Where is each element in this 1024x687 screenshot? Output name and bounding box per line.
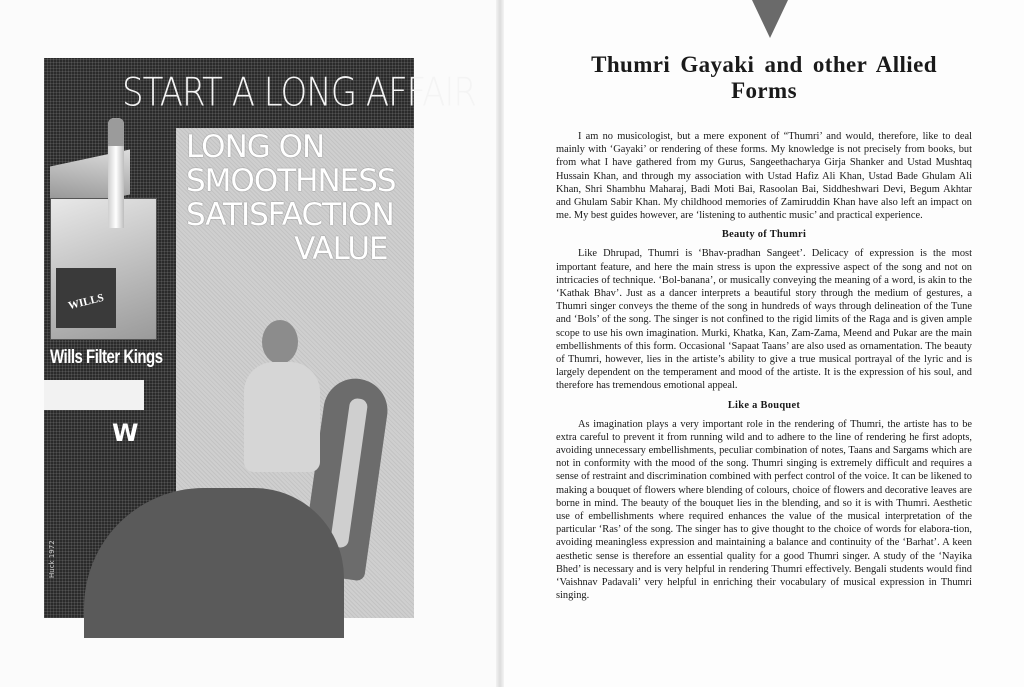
ad-white-band bbox=[44, 380, 144, 410]
article bbox=[556, 52, 972, 603]
ad-tagline: SATISFACTION bbox=[186, 197, 394, 233]
cigarette-pack-illustration bbox=[50, 118, 155, 338]
section-heading: Like a Bouquet bbox=[727, 399, 801, 411]
ad-headline: START A LONG AFFAIR bbox=[122, 70, 477, 116]
section-heading: Beauty of Thumri bbox=[721, 229, 807, 241]
ad-brand-name: Wills Filter Kings bbox=[50, 346, 163, 369]
ad-credit: Huck 1972 bbox=[48, 540, 56, 578]
intro-paragraph: I am no musicologist, but a mere exponent of “Thumri’ and would, therefore, like to deal mainly with ‘Gayaki’ or rendering of these forms. My knowledge is not precisely from books, but from what I have gathered from my Gurus, Sangeethacharya Girja Shanker and Ustad Mushtaq Hussain Khan, and through my association with Ustad Hafiz Ali Khan, Ustad Bade Ghulam Ali Khan, Shri Shambhu Maharaj, Badi Moti Bai, Rasoolan Bai, Siddheshwari Devi, Begum Akhtar and Ghulam Sabir Khan. My childhood memories of Zamiruddin Khan have also left an impact on me. My best guides however, are ‘listening to authentic music’ and practical experience. bbox=[556, 131, 972, 222]
section-paragraph: Like Dhrupad, Thumri is ‘Bhav-pradhan Sangeet’. Delicacy of expression is the most important feature, and here the main stress is upon the expressive aspect of the song and not on intricacies of technique. ‘Bol-banana’, or musically conveying the meaning of a word, is akin to the ‘Kathak Bhav’. Just as a dancer interprets a beautiful story through the medium of gestures, a Thumri singer conveys the theme of the song in hundreds of ways through delineation of the Tune and ‘Bols’ of the song. The singer is not confined to the rigid limits of the Raga and is given ample scope to use his own imagination. Murki, Khatka, Kan, Zam-Zama, Meend and Pukar are the main embellishments of this form. Occasional ‘Sapaat Taans’ are also used as ornamentation. The beauty of Thumri, however, lies in the artiste’s ability to give a true musical portrayal of the lyric and is largely dependent on the temperament and mood of the artiste. It is the expression of his soul, and therefore has tremendous emotional appeal. bbox=[556, 248, 972, 392]
article-title: Thumri Gayaki and other Allied Forms bbox=[591, 52, 937, 103]
ad-tagline: SMOOTHNESS bbox=[186, 163, 396, 199]
left-page bbox=[0, 0, 498, 687]
wills-logo-icon: W bbox=[112, 419, 139, 447]
book-gutter bbox=[496, 0, 504, 687]
ad-taglines bbox=[186, 130, 396, 266]
rider-head bbox=[262, 320, 298, 364]
cigarette-advertisement bbox=[44, 58, 477, 618]
horse-body-illustration bbox=[84, 488, 344, 638]
page-tab-mark bbox=[752, 0, 788, 38]
ad-tagline: VALUE bbox=[294, 231, 388, 267]
pack-label: WILLS bbox=[67, 291, 105, 313]
ad-tagline: LONG ON bbox=[186, 129, 325, 165]
rider-torso bbox=[244, 362, 320, 472]
section-paragraph: As imagination plays a very important role in the rendering of Thumri, the artiste has to be extra careful to prevent it from running wild and to adhere to the line of rendering he first adopts, avoiding unnecessary embellishments, peculiar combination of notes, Taans and Sargams which are not in conformity with the mood of the song. Thumri singing is extremely difficult and requires a sense of restraint and discrimination combined with perfect control of the voice. It can be likened to making a bouquet of flowers where blending of colours, choice of flowers and decorative leaves are borne in mind. The beauty of the bouquet lies in the blending, and so it is with Thumri. Aesthetic use of embellishments where required enhances the value of the musical interpretation of the particular ‘Ras’ of the song. The singer has to give thought to the choice of words for elabora-tion, avoiding meaningless expression and maintaining a balance and continuity of the ‘Barhat’. A keen aesthetic sense is therefore an essential quality for a good Thumri singer. A study of the ‘Nayika Bhed’ is necessary and is very helpful in rendering Thumri effectively. Bengali students would find ‘Vaishnav Padavali’ very helpful in enriching their vocabulary of musical expression in Thumri singing. bbox=[556, 418, 972, 602]
cigarette-filter-tip bbox=[108, 118, 124, 146]
